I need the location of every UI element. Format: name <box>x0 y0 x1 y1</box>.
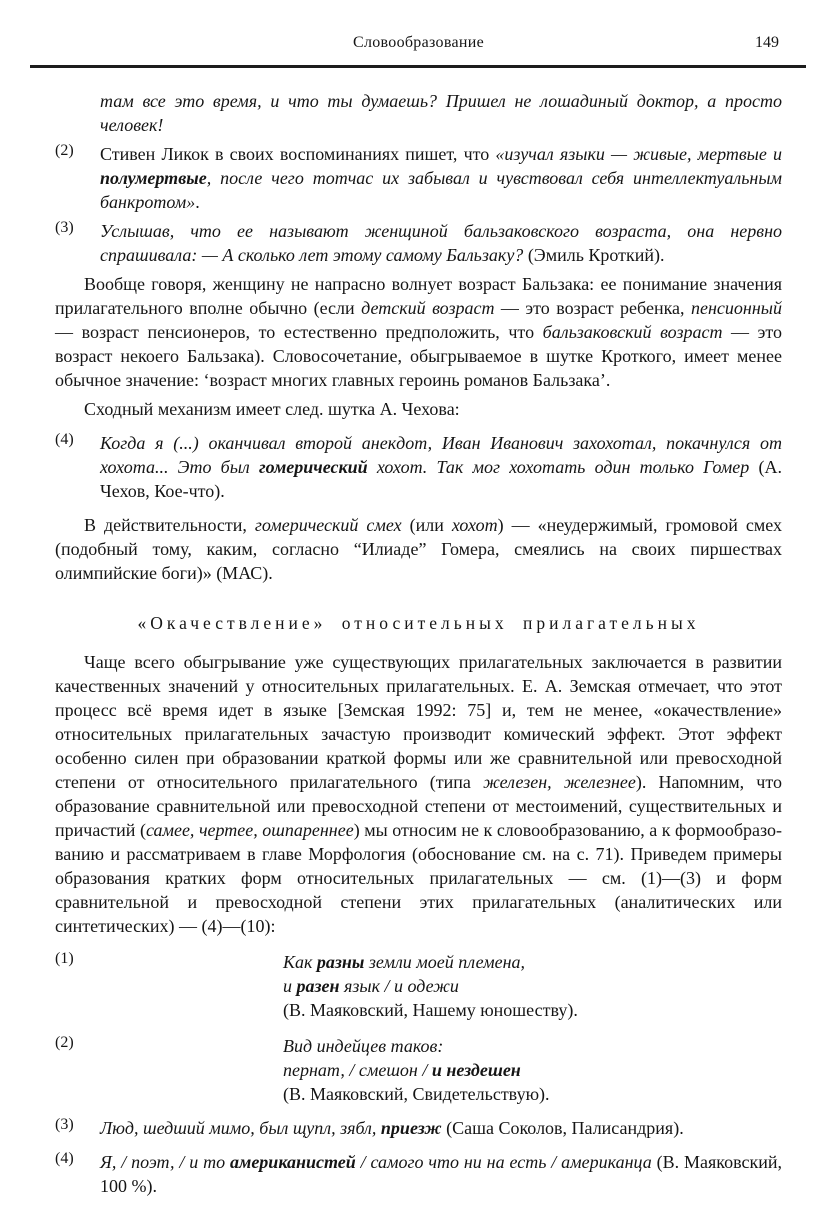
item-text: Когда я (...) оканчивал второй анекдот, Иван Иванович захохотал, покачнулся от хохота... Это был гомерический хохот. Так мог хохотать один только Гомер (А. Чехов, Кое-что). <box>100 433 782 501</box>
item-text: Люд, шедший мимо, был щупл, зябл, приезж (Саша Соколов, Палисандрия). <box>100 1118 684 1138</box>
verse-item-1 <box>55 950 782 1022</box>
item-label: (3) <box>55 1116 74 1133</box>
numbered-item-3 <box>55 219 782 267</box>
verse-text <box>100 950 782 1022</box>
paragraph-chekhov-intro: Сходный механизм имеет след. шутка А. Чехова: <box>84 399 460 419</box>
item-label: (2) <box>55 142 74 159</box>
verse-line: Вид индейцев таков: <box>283 1036 444 1056</box>
verse-attribution: (В. Маяковский, Нашему юношеству). <box>283 1000 578 1020</box>
verse-attribution: (В. Маяковский, Свидетельствую). <box>283 1084 550 1104</box>
item-text: Стивен Ликок в своих воспоминаниях пишет, что «изучал языки — живые, мертвые и полумертвые, после чего тотчас их забывал и чувствовал себя интеллектуальным банкротом». <box>100 144 782 212</box>
item-label: (3) <box>55 219 74 236</box>
numbered-item-4b <box>55 1150 782 1198</box>
page-content <box>55 89 782 1198</box>
item-text: Услышав, что ее называют женщиной бальзаковского возраста, она нервно спрашивала: — А сколько лет этому самому Бальзаку? (Эмиль Кроткий). <box>100 221 782 265</box>
verse-item-2 <box>55 1034 782 1106</box>
item-label: (4) <box>55 1150 74 1167</box>
item-label: (2) <box>55 1034 74 1051</box>
numbered-item-3b <box>55 1116 782 1140</box>
paragraph-main: Чаще всего обыгрывание уже существующих прилагательных заключается в развитии качественных значений у относительных прилагательных. Е. А. Земская отмечает, что этот процесс всё время идет в языке [Земская 1992: 75] и, тем не менее, «окачествление» относительных прилагательных зачастую производит комический эффект. Этот эффект особенно силен при образовании краткой формы или же сравнительной или превосходной степени от относительного прилагательного (типа железен, железнее). Напомним, что образование сравнительной или превосходной степени от местоимений, существительных и причастий (самее, чертее, ошпареннее) мы относим не к словообразованию, а к формообразованию и рассматриваем в главе Морфология (обоснование см. на с. 71). Приведем примеры образования кратких форм относительных прилагательных — см. (1)—(3) и форм сравнительной и превосходной степени этих прилагательных (аналитических или синтетических) — (4)—(10): <box>55 652 782 936</box>
item-label: (1) <box>55 950 74 967</box>
numbered-item-2 <box>55 142 782 214</box>
quote-continuation: там все это время, и что ты думаешь? Пришел не лошадиный доктор, а просто человек! <box>100 91 782 135</box>
verse-line: и разен язык / и одежи <box>283 976 459 996</box>
verse-text <box>100 1034 782 1106</box>
paragraph-balzac: Вообще говоря, женщину не напрасно волнует возраст Бальзака: ее понимание значения прилагательного вполне обычно (если детский возраст — это возраст ребенка, пенсионный — возраст пенсионеров, то естественно предположить, что бальзаковский возраст — это возраст некоего Бальзака). Словосочетание, обыгрываемое в шутке Кроткого, имеет менее обычное значение: ‘возраст многих главных героинь романов Бальзака’. <box>55 274 782 390</box>
item-text: Я, / поэт, / и то американистей / самого что ни на есть / американца (В. Маяковский, 100 %). <box>100 1152 782 1196</box>
section-heading: «Окачествление» относительных прилагательных <box>137 613 700 633</box>
verse-line: Как разны земли моей племена, <box>283 952 526 972</box>
paragraph-homeric: В действительности, гомерический смех (или хохот) — «неудержимый, громовой смех (подобный тому, каким, согласно “Илиаде” Гомера, смеялись на своих пиршествах олимпийские боги)» (МАС). <box>55 515 783 583</box>
page-number: 149 <box>755 34 779 51</box>
numbered-item-4 <box>55 431 782 503</box>
running-head <box>55 34 782 58</box>
item-label: (4) <box>55 431 74 448</box>
running-head-title: Словообразование <box>352 34 485 51</box>
verse-line: пернат, / смешон / и нездешен <box>283 1060 521 1080</box>
header-rule <box>30 65 806 68</box>
